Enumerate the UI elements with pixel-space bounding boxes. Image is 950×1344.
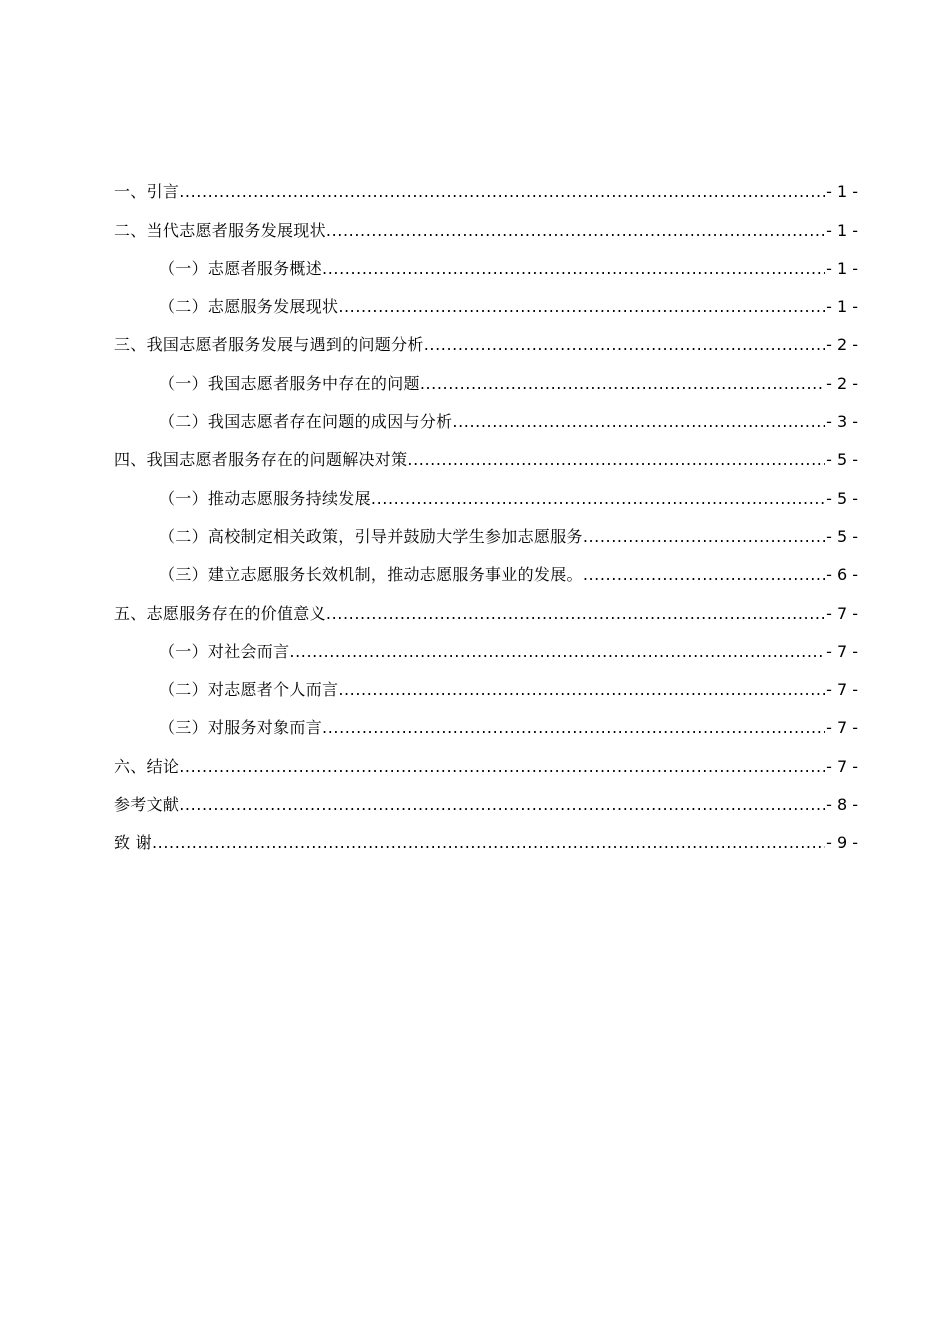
toc-entry-section-4[interactable] <box>114 438 858 476</box>
toc-entry-acknowledgements[interactable] <box>114 821 858 859</box>
dot-leader <box>371 483 825 515</box>
dot-leader <box>338 291 825 323</box>
toc-entry-title: （二）我国志愿者存在问题的成因与分析 <box>159 412 453 432</box>
dot-leader <box>179 751 825 783</box>
toc-entry-title: 致 谢 <box>114 833 152 853</box>
toc-entry-title: （一）我国志愿者服务中存在的问题 <box>159 373 420 393</box>
toc-entry-title: （三）对服务对象而言 <box>159 718 323 738</box>
toc-page-number: - 1 - <box>826 220 858 240</box>
toc-entry-title: （一）志愿者服务概述 <box>159 258 323 278</box>
toc-page-number: - 7 - <box>826 756 858 776</box>
toc-page-number: - 6 - <box>826 565 858 585</box>
dot-leader <box>583 521 825 553</box>
dot-leader <box>179 176 825 208</box>
toc-page-number: - 3 - <box>826 412 858 432</box>
toc-page-number: - 5 - <box>826 526 858 546</box>
toc-entry-title: （一）对社会而言 <box>159 641 290 661</box>
dot-leader <box>152 827 825 859</box>
toc-entry-introduction[interactable] <box>114 170 858 208</box>
dot-leader <box>338 674 825 706</box>
toc-entry-references[interactable] <box>114 783 858 821</box>
toc-entry-section-5-3[interactable] <box>114 706 858 744</box>
toc-entry-section-4-2[interactable] <box>114 515 858 553</box>
toc-entry-section-2-2[interactable] <box>114 285 858 323</box>
toc-entry-section-4-1[interactable] <box>114 476 858 514</box>
dot-leader <box>326 215 825 247</box>
toc-entry-section-5-2[interactable] <box>114 668 858 706</box>
toc-page-number: - 5 - <box>826 450 858 470</box>
toc-page-number: - 9 - <box>826 833 858 853</box>
dot-leader <box>322 253 825 285</box>
toc-page-number: - 1 - <box>826 297 858 317</box>
toc-page-number: - 8 - <box>826 795 858 815</box>
dot-leader <box>424 329 825 361</box>
dot-leader <box>322 712 825 744</box>
toc-entry-section-3[interactable] <box>114 323 858 361</box>
toc-entry-section-3-1[interactable] <box>114 361 858 399</box>
toc-entry-section-5[interactable] <box>114 591 858 629</box>
toc-entry-section-4-3[interactable] <box>114 553 858 591</box>
toc-entry-title: 二、当代志愿者服务发展现状 <box>114 220 326 240</box>
dot-leader <box>407 444 825 476</box>
toc-entry-title: 一、引言 <box>114 182 180 202</box>
dot-leader <box>420 368 825 400</box>
toc-entry-title: （一）推动志愿服务持续发展 <box>159 488 371 508</box>
toc-entry-title: （三）建立志愿服务长效机制，推动志愿服务事业的发展。 <box>159 565 583 585</box>
toc-entry-title: 四、我国志愿者服务存在的问题解决对策 <box>114 450 408 470</box>
dot-leader <box>452 406 825 438</box>
toc-entry-title: 三、我国志愿者服务发展与遇到的问题分析 <box>114 335 424 355</box>
toc-entry-section-2-1[interactable] <box>114 247 858 285</box>
toc-page-number: - 7 - <box>826 603 858 623</box>
dot-leader <box>289 636 825 668</box>
toc-page-number: - 1 - <box>826 182 858 202</box>
toc-page-number: - 7 - <box>826 641 858 661</box>
dot-leader <box>326 598 825 630</box>
toc-page-number: - 7 - <box>826 718 858 738</box>
toc-entry-title: 六、结论 <box>114 756 180 776</box>
toc-entry-title: 五、志愿服务存在的价值意义 <box>114 603 326 623</box>
dot-leader <box>583 559 825 591</box>
toc-page-number: - 7 - <box>826 680 858 700</box>
toc-entry-title: （二）对志愿者个人而言 <box>159 680 339 700</box>
toc-entry-section-5-1[interactable] <box>114 630 858 668</box>
toc-page-number: - 2 - <box>826 335 858 355</box>
toc-entry-section-3-2[interactable] <box>114 400 858 438</box>
toc-entry-title: （二）高校制定相关政策，引导并鼓励大学生参加志愿服务 <box>159 526 583 546</box>
toc-page-number: - 1 - <box>826 258 858 278</box>
table-of-contents <box>114 170 858 859</box>
toc-page-number: - 2 - <box>826 373 858 393</box>
toc-page-number: - 5 - <box>826 488 858 508</box>
toc-entry-conclusion[interactable] <box>114 744 858 782</box>
toc-entry-section-2[interactable] <box>114 208 858 246</box>
toc-entry-title: （二）志愿服务发展现状 <box>159 297 339 317</box>
dot-leader <box>179 789 825 821</box>
toc-entry-title: 参考文献 <box>114 795 180 815</box>
